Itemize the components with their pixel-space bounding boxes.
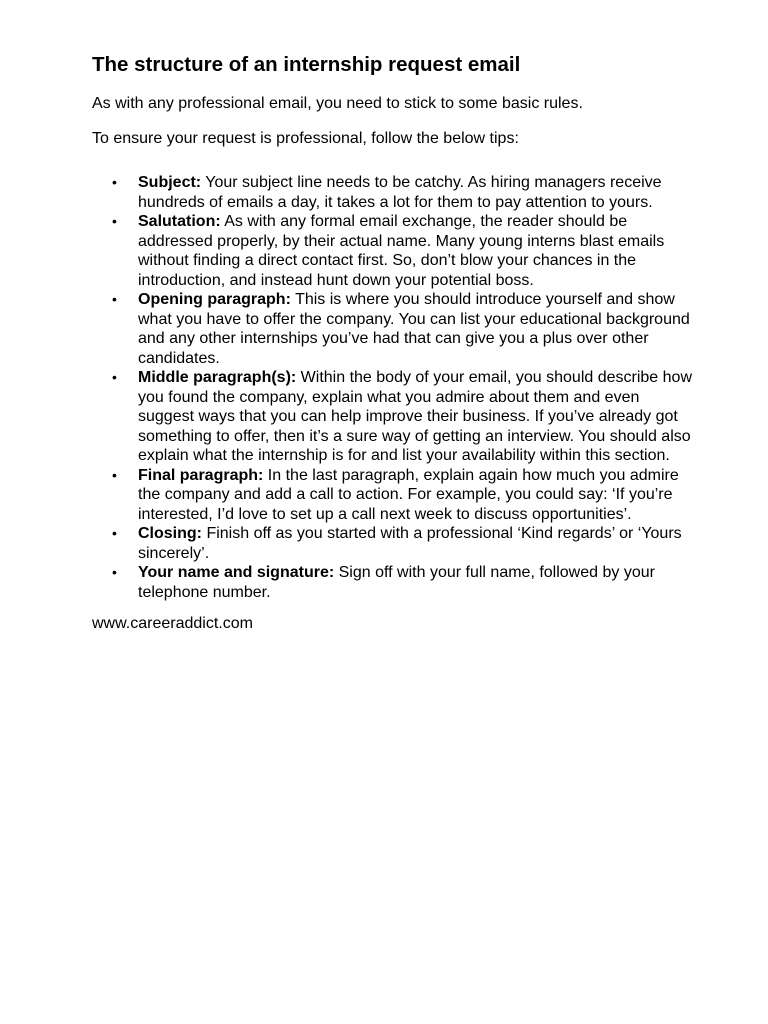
tip-text: This is where you should introduce yourself and show what you have to offer the company. You can list your educational background and any other internships you’ve had that can give you a plus over other candidates. (138, 291, 690, 367)
bullet-icon: • (112, 525, 117, 541)
intro-paragraph-tips: To ensure your request is professional, follow the below tips: (92, 130, 519, 147)
bullet-icon: • (112, 564, 117, 580)
tip-subject (92, 173, 692, 212)
tip-label: Closing: (138, 525, 202, 542)
bullet-icon: • (112, 369, 117, 385)
bullet-icon: • (112, 291, 117, 307)
tip-label: Middle paragraph(s): (138, 369, 297, 386)
tip-text: As with any formal email exchange, the reader should be addressed properly, by their actual name. Many young interns blast emails without finding a direct contact first. So, don’t blow your chances in the introduction, and instead hunt down your potential boss. (138, 213, 665, 289)
bullet-icon: • (112, 466, 117, 483)
tip-label: Subject: (138, 174, 202, 191)
tip-opening-paragraph (92, 290, 692, 368)
intro-paragraph-rules: As with any professional email, you need to stick to some basic rules. (92, 95, 583, 112)
tip-text: Within the body of your email, you should describe how you found the company, explain what you admire about them and even suggest ways that you can help improve their business. If you’ve already got something to offer, then it’s a sure way of getting an interview. You should also explain what the internship is for and list your availability within this section. (138, 369, 692, 464)
tip-label: Final paragraph: (138, 466, 264, 484)
tip-text: In the last paragraph, explain again how much you admire the company and add a call to action. For example, you could say: ‘If you’re interested, I’d love to set up a call next week to discuss opportunities’. (138, 466, 679, 523)
source-website: www.careeraddict.com (92, 615, 253, 632)
tips-list (92, 173, 692, 602)
tip-label: Salutation: (138, 213, 221, 230)
tip-middle-paragraphs (92, 368, 692, 466)
document-title: The structure of an internship request email (92, 53, 521, 76)
tip-text: Finish off as you started with a professional ‘Kind regards’ or ‘Yours sincerely’. (138, 525, 682, 562)
tip-salutation (92, 212, 692, 290)
tip-label: Opening paragraph: (138, 291, 291, 308)
bullet-icon: • (112, 174, 117, 190)
tips-section (92, 164, 692, 602)
tip-final-paragraph (92, 466, 692, 525)
tip-text: Sign off with your full name, followed by your telephone number. (138, 564, 655, 601)
tip-label: Your name and signature: (138, 564, 335, 581)
bullet-icon: • (112, 213, 117, 229)
tip-name-and-signature (92, 563, 692, 602)
tip-text: Your subject line needs to be catchy. As hiring managers receive hundreds of emails a day, it takes a lot for them to pay attention to yours. (138, 174, 662, 211)
tip-closing (92, 524, 692, 563)
document-page (92, 52, 692, 634)
